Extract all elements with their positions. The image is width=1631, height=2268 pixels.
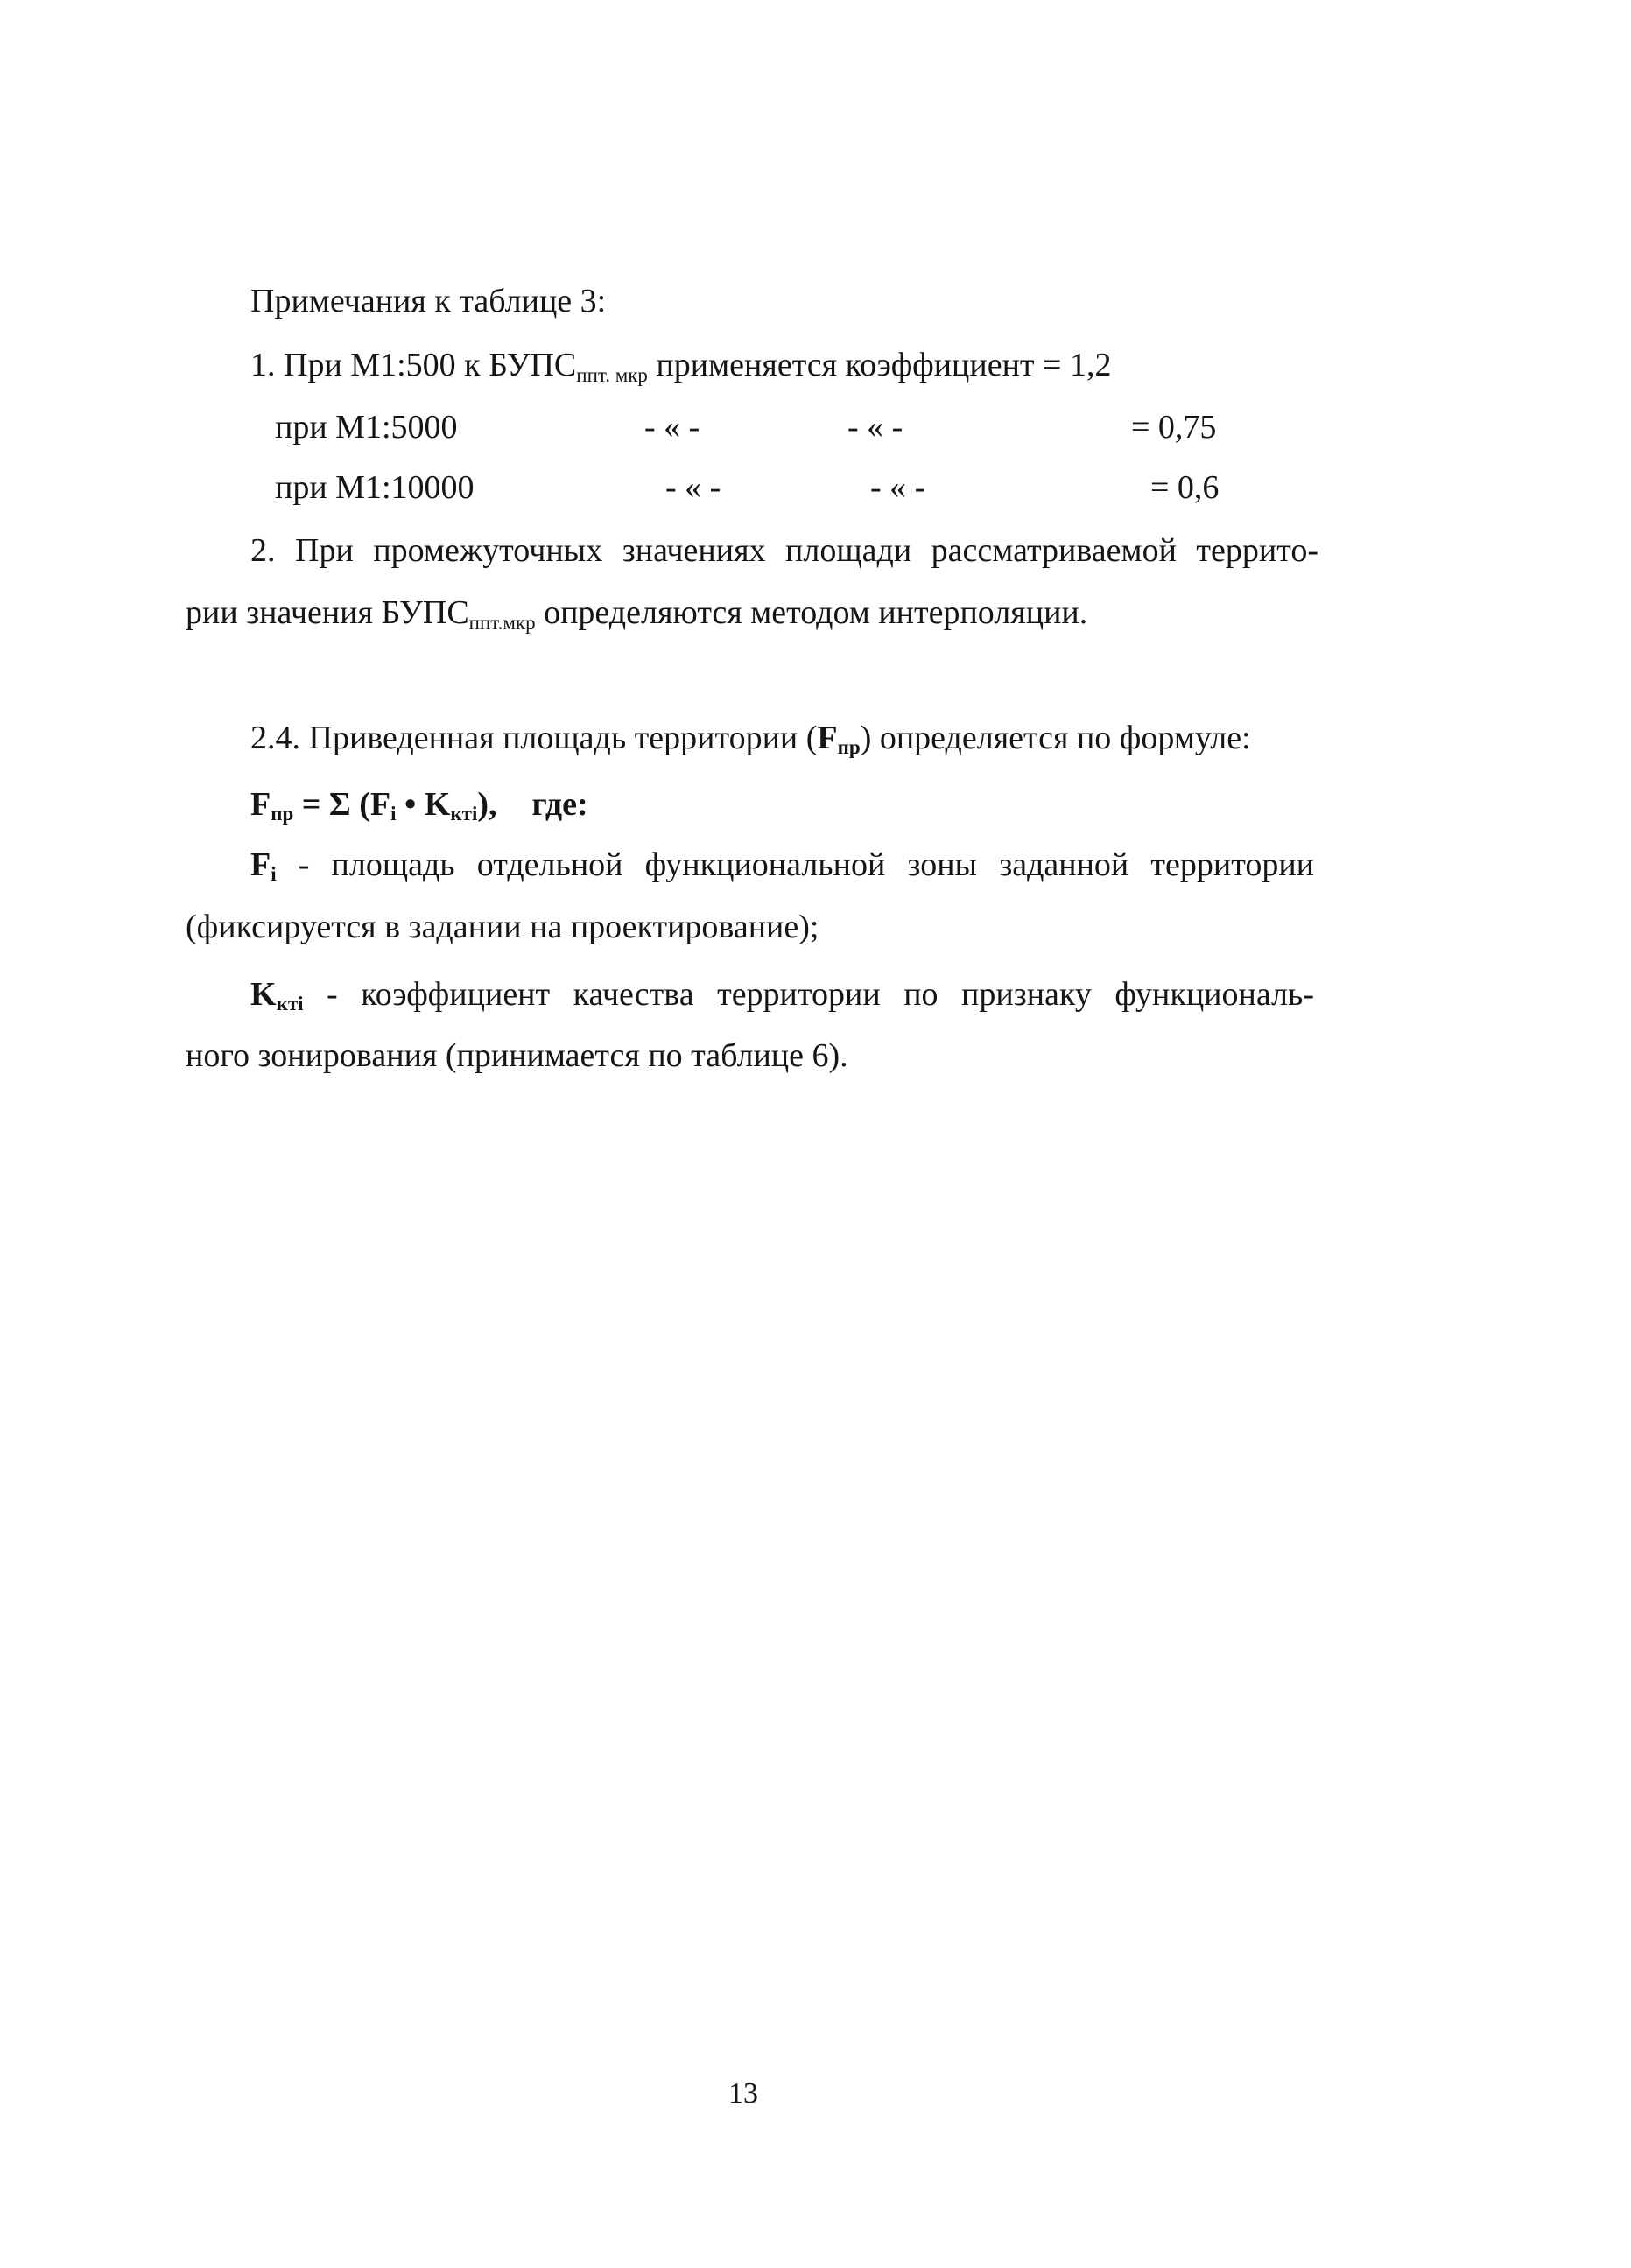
row-10000-label: при М1:10000 [275, 469, 475, 506]
page-number: 13 [728, 2077, 758, 2110]
def-fi-line-1 [250, 844, 1314, 886]
formula-k-sub: ктi [450, 803, 478, 825]
formula [250, 783, 588, 825]
def-fi-symbol-sub: i [271, 863, 277, 885]
def-k-symbol-sub: ктi [276, 993, 304, 1015]
formula-lhs-sub: пр [271, 803, 294, 825]
def-k-line-2: ного зонирования (принимается по таблице 6). [186, 1037, 848, 1074]
row-5000-ditto-2: - « - [847, 409, 903, 446]
row-5000-value: = 0,75 [1131, 409, 1217, 446]
note-1-sub: ппт. мкр [576, 364, 648, 386]
row-5000-label: при М1:5000 [275, 409, 458, 446]
def-k-line-1 [250, 973, 1314, 1015]
row-10000-ditto-1: - « - [665, 469, 721, 506]
note-1-prefix: 1. При М1:500 к БУПС [250, 347, 577, 383]
formula-dot: • K [396, 786, 451, 823]
note-2-sub: ппт.мкр [468, 612, 536, 634]
intro-suffix: ) определяется по формуле: [860, 720, 1251, 756]
def-fi-line-2: (фиксируется в задании на проектирование); [186, 909, 819, 945]
note-1 [250, 344, 1111, 386]
row-10000-value: = 0,6 [1150, 469, 1220, 506]
def-k-text-1: - коэффициент качества территории по признаку функциональ- [303, 976, 1314, 1013]
formula-fi-sub: i [390, 803, 397, 825]
row-10000-ditto-2: - « - [870, 469, 926, 506]
formula-where: где: [531, 786, 588, 823]
row-5000-ditto-1: - « - [644, 409, 700, 446]
def-fi-text-1: - площадь отдельной функциональной зоны заданной территории [276, 846, 1314, 883]
def-k-symbol: K [250, 976, 277, 1013]
formula-lhs: F [250, 786, 271, 823]
def-fi-symbol: F [250, 846, 271, 883]
note-2-line-2-prefix: рии значения БУПС [186, 594, 469, 631]
formula-eq: = Σ (F [293, 786, 391, 823]
note-2-line-1: 2. При промежуточных значениях площади рассматриваемой террито- [250, 532, 1318, 569]
intro-symbol: F [817, 720, 838, 756]
formula-close: ), [477, 786, 497, 823]
note-1-suffix: применяется коэффициент = 1,2 [647, 347, 1112, 383]
note-2-line-2 [186, 592, 1087, 634]
intro-prefix: 2.4. Приведенная площадь территории ( [250, 720, 818, 756]
section-2-4-intro [250, 717, 1251, 759]
notes-heading: Примечания к таблице 3: [250, 283, 607, 319]
note-2-line-2-suffix: определяются методом интерполяции. [535, 594, 1088, 631]
intro-symbol-sub: пр [837, 736, 861, 758]
